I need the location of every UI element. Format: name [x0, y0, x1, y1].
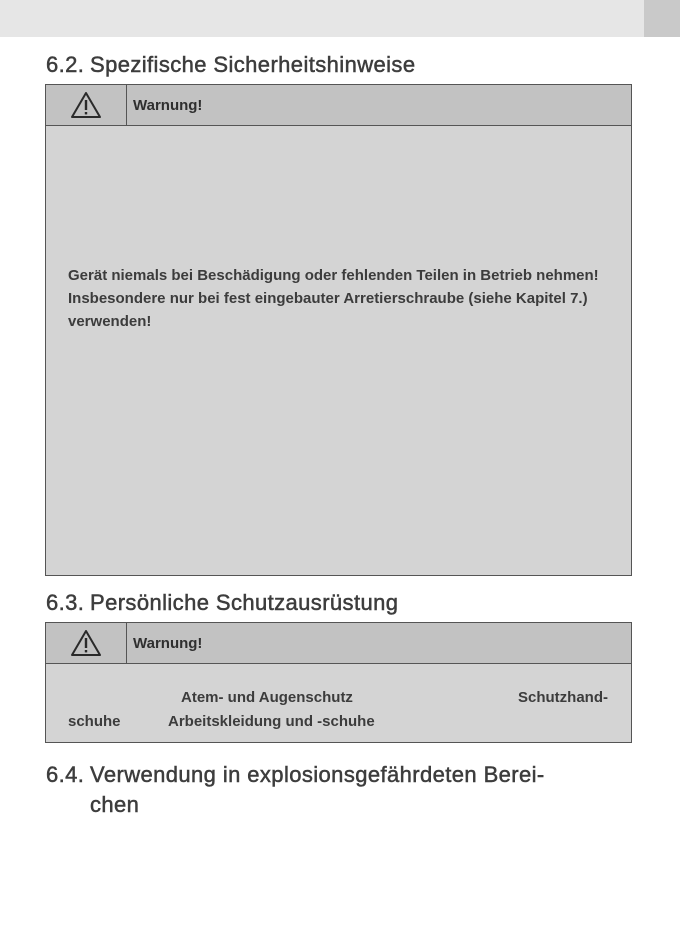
warning-label: Warnung! — [133, 634, 203, 652]
section-heading-6-3 — [46, 590, 398, 616]
warning-label: Warnung! — [133, 96, 203, 114]
warning-header — [46, 623, 631, 664]
warning-body — [46, 126, 631, 575]
warning-body — [46, 664, 631, 742]
section-heading-6-2 — [46, 52, 415, 78]
section-number: 6.3. — [46, 590, 85, 615]
section-title-line1: Verwendung in explosionsgefährdeten Berei- — [90, 762, 545, 787]
chapter-side-tab — [644, 0, 680, 37]
ppe-gloves: Schutzhand- — [518, 689, 608, 706]
warning-triangle-icon — [70, 91, 102, 119]
warning-box-6-3 — [45, 622, 632, 743]
warning-icon-cell — [46, 623, 127, 663]
warning-triangle-icon — [70, 629, 102, 657]
section-title: Persönliche Schutzausrüstung — [90, 590, 399, 615]
ppe-workwear: Arbeitskleidung und -schuhe — [168, 713, 375, 730]
ppe-gloves-continued: schuhe — [68, 713, 121, 730]
warning-icon-cell — [46, 85, 127, 125]
warning-text: Gerät niemals bei Beschädigung oder fehlenden Teilen in Betrieb nehmen! Insbesondere nur bei fest eingebauter Arretierschraube (siehe Kapitel 7.) verwenden! — [68, 267, 599, 330]
section-number: 6.2. — [46, 52, 85, 77]
section-title-line2: chen — [90, 792, 140, 817]
section-heading-6-4 — [46, 760, 545, 820]
page-header-band — [0, 0, 680, 37]
warning-box-6-2 — [45, 84, 632, 576]
section-number: 6.4. — [46, 762, 85, 787]
ppe-breathing-eye: Atem- und Augenschutz — [181, 689, 353, 706]
warning-header — [46, 85, 631, 126]
section-title: Spezifische Sicherheitshinweise — [90, 52, 416, 77]
